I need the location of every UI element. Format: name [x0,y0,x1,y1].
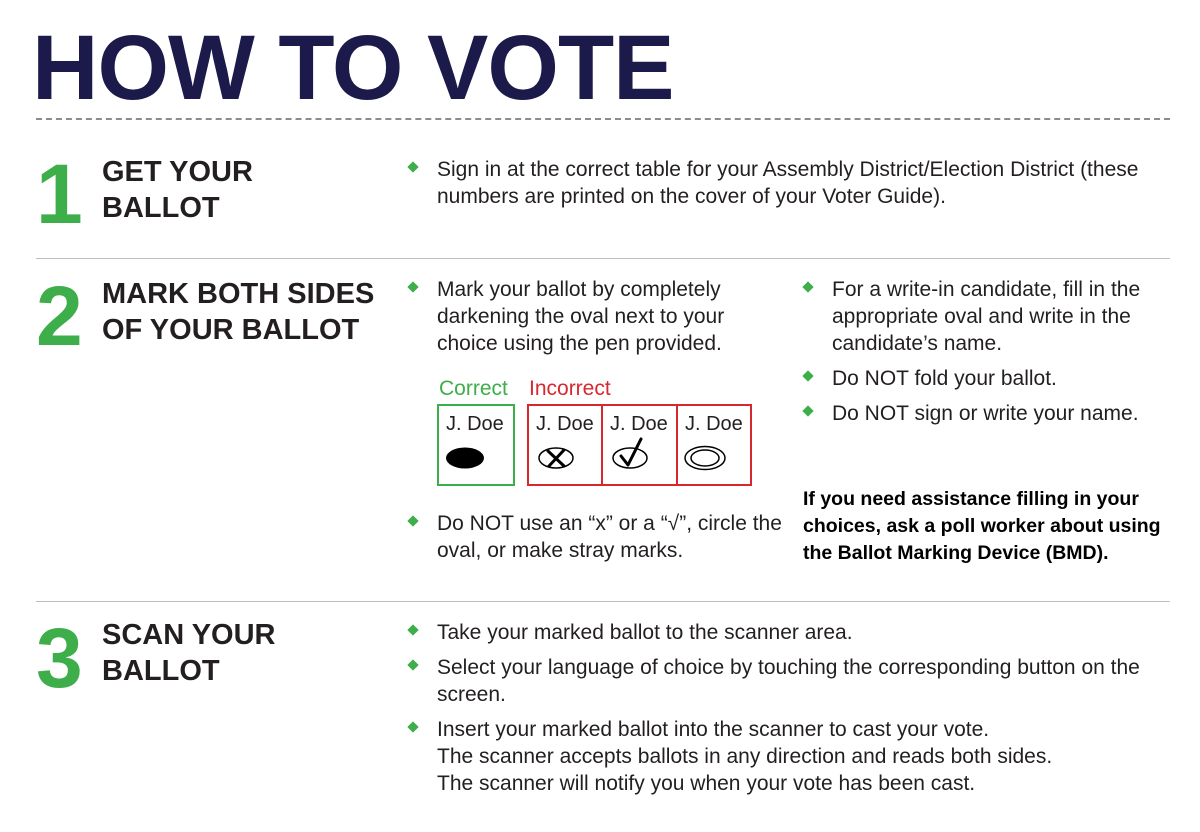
step-1-heading [102,154,253,226]
bullet-diamond-icon [407,721,418,732]
list-item: For a write-in candidate, fill in the appropriate oval and write in the candidate’s name. [800,276,1175,357]
candidate-name: J. Doe [536,413,594,435]
bullet-diamond-icon [802,405,813,416]
list-item [405,716,1145,797]
list-item: Mark your ballot by completely darkening the oval next to your choice using the pen provided. [405,276,765,357]
title-divider [36,118,1170,120]
bullet-diamond-icon [407,161,418,172]
candidate-name: J. Doe [685,413,743,435]
step-3-number: 3 [36,611,83,705]
step-2-heading [102,276,374,348]
step-3-heading-line-2: BALLOT [102,655,220,687]
check-marked-oval-icon [608,436,652,472]
step-1-bullets [405,156,1145,218]
step-2-heading-line-1: MARK BOTH SIDES [102,278,375,310]
list-item: Do NOT use an “x” or a “√”, circle the oval, or make stray marks. [405,510,785,564]
step-1-number: 1 [36,147,83,241]
step-1-heading-line-1: GET YOUR [102,156,253,188]
bullet-diamond-icon [407,515,418,526]
list-item: Select your language of choice by touching the corresponding button on the screen. [405,654,1145,708]
step-1-heading-line-2: BALLOT [102,192,220,224]
circled-oval-icon [682,444,730,472]
candidate-name: J. Doe [446,413,504,435]
candidate-name: J. Doe [610,413,668,435]
page-title: HOW TO VOTE [32,17,674,119]
step-3-bullets [405,619,1145,805]
example-divider [676,404,678,486]
list-item: Take your marked ballot to the scanner area. [405,619,1145,646]
bullet-diamond-icon [407,281,418,292]
step-2-heading-line-2: OF YOUR BALLOT [102,314,360,346]
example-divider [601,404,603,486]
step-3-heading-line-1: SCAN YOUR [102,619,276,651]
insert-line-1: Insert your marked ballot into the scanner to cast your vote. [437,718,990,741]
list-item: Sign in at the correct table for your Assembly District/Election District (these numbers are printed on the cover of your Voter Guide). [405,156,1145,210]
correct-label: Correct [439,377,508,400]
step-3-heading [102,617,276,689]
step-2-bullets-left-top [405,276,765,365]
assistance-note: If you need assistance filling in your choices, ask a poll worker about using the Ballot Marking Device (BMD). [803,488,1161,564]
incorrect-label: Incorrect [529,377,611,400]
section-divider [36,258,1170,259]
bullet-diamond-icon [802,281,813,292]
list-item: Do NOT sign or write your name. [800,400,1175,427]
section-divider [36,601,1170,602]
list-item: Do NOT fold your ballot. [800,365,1175,392]
insert-line-2: The scanner accepts ballots in any direction and reads both sides. [437,745,1053,768]
step-2-bullets-left-bottom [405,510,785,572]
step-2-bullets-right [800,276,1175,435]
bullet-diamond-icon [802,370,813,381]
bullet-diamond-icon [407,659,418,670]
x-marked-oval-icon [534,444,578,472]
insert-line-3: The scanner will notify you when your vote has been cast. [437,772,976,795]
filled-oval-icon [443,444,487,472]
step-2-number: 2 [36,269,83,363]
bullet-diamond-icon [407,624,418,635]
